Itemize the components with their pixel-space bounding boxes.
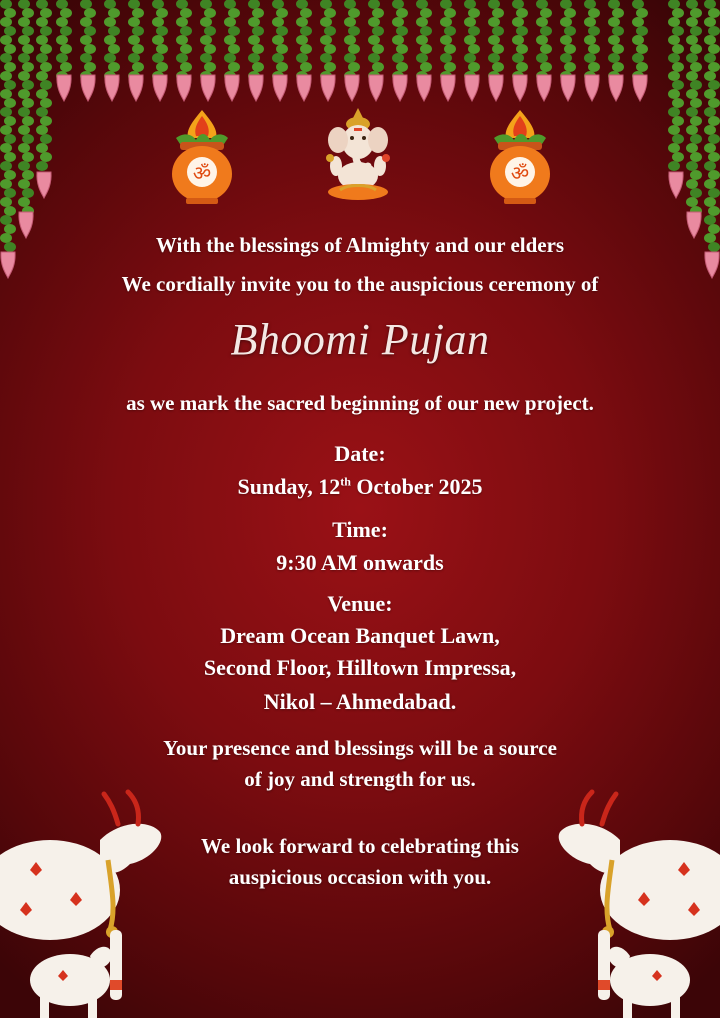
- garland-strand: [668, 0, 684, 198]
- date-month-year: October 2025: [350, 474, 483, 499]
- garland-strand: [392, 0, 408, 101]
- blessing-line: With the blessings of Almighty and our elders: [155, 233, 565, 257]
- ganesha-icon: [318, 106, 398, 202]
- venue-line: Nikol – Ahmedabad.: [263, 689, 457, 714]
- venue-label: Venue:: [327, 591, 393, 616]
- closing-line: We look forward to celebrating this: [201, 834, 519, 858]
- garland-strand: [152, 0, 168, 101]
- garland-strand: [464, 0, 480, 101]
- invite-line: We cordially invite you to the auspicious ceremony of: [121, 272, 599, 296]
- cow-icon: [540, 780, 720, 1018]
- garland-strand: [18, 0, 34, 238]
- garland-strand: [80, 0, 96, 101]
- closing-line: auspicious occasion with you.: [228, 865, 492, 889]
- kalash-icon: [166, 108, 238, 206]
- garland-strand: [686, 0, 702, 238]
- garland-strand: [608, 0, 624, 101]
- venue-line: Dream Ocean Banquet Lawn,: [220, 623, 500, 648]
- garland-strand: [320, 0, 336, 101]
- time-value: 9:30 AM onwards: [276, 550, 444, 575]
- garland-strand: [488, 0, 504, 101]
- garland-strand: [344, 0, 360, 101]
- presence-line: Your presence and blessings will be a source: [163, 736, 557, 760]
- garland-strand: [632, 0, 648, 101]
- cow-icon: [0, 780, 180, 1018]
- garland-strand: [200, 0, 216, 101]
- garland-strand: [128, 0, 144, 101]
- garland-strand: [248, 0, 264, 101]
- presence-line: of joy and strength for us.: [244, 767, 476, 791]
- garland-strand: [584, 0, 600, 101]
- garland-strand: [176, 0, 192, 101]
- ceremony-title: Bhoomi Pujan: [230, 315, 490, 364]
- garland-strand: [224, 0, 240, 101]
- garland-strand: [56, 0, 72, 101]
- kalash-icon: [484, 108, 556, 206]
- garland-strand: [416, 0, 432, 101]
- svg-text:ॐ: ॐ: [510, 161, 530, 185]
- date-ordinal: th: [340, 474, 351, 489]
- garland-strand: [36, 0, 52, 198]
- garland-strand: [272, 0, 288, 101]
- date-value: [0, 474, 720, 500]
- svg-text:ॐ: ॐ: [192, 161, 212, 185]
- time-label: Time:: [332, 517, 388, 542]
- venue-line: Second Floor, Hilltown Impressa,: [203, 655, 517, 680]
- date-label: Date:: [334, 441, 386, 466]
- garland-strand: [440, 0, 456, 101]
- garland-strand: [368, 0, 384, 101]
- garland-strand: [512, 0, 528, 101]
- garland-strand: [296, 0, 312, 101]
- purpose-line: as we mark the sacred beginning of our new project.: [126, 391, 594, 415]
- garland-strand: [104, 0, 120, 101]
- date-day: Sunday, 12: [237, 474, 341, 499]
- garland-strand: [560, 0, 576, 101]
- garland-strand: [536, 0, 552, 101]
